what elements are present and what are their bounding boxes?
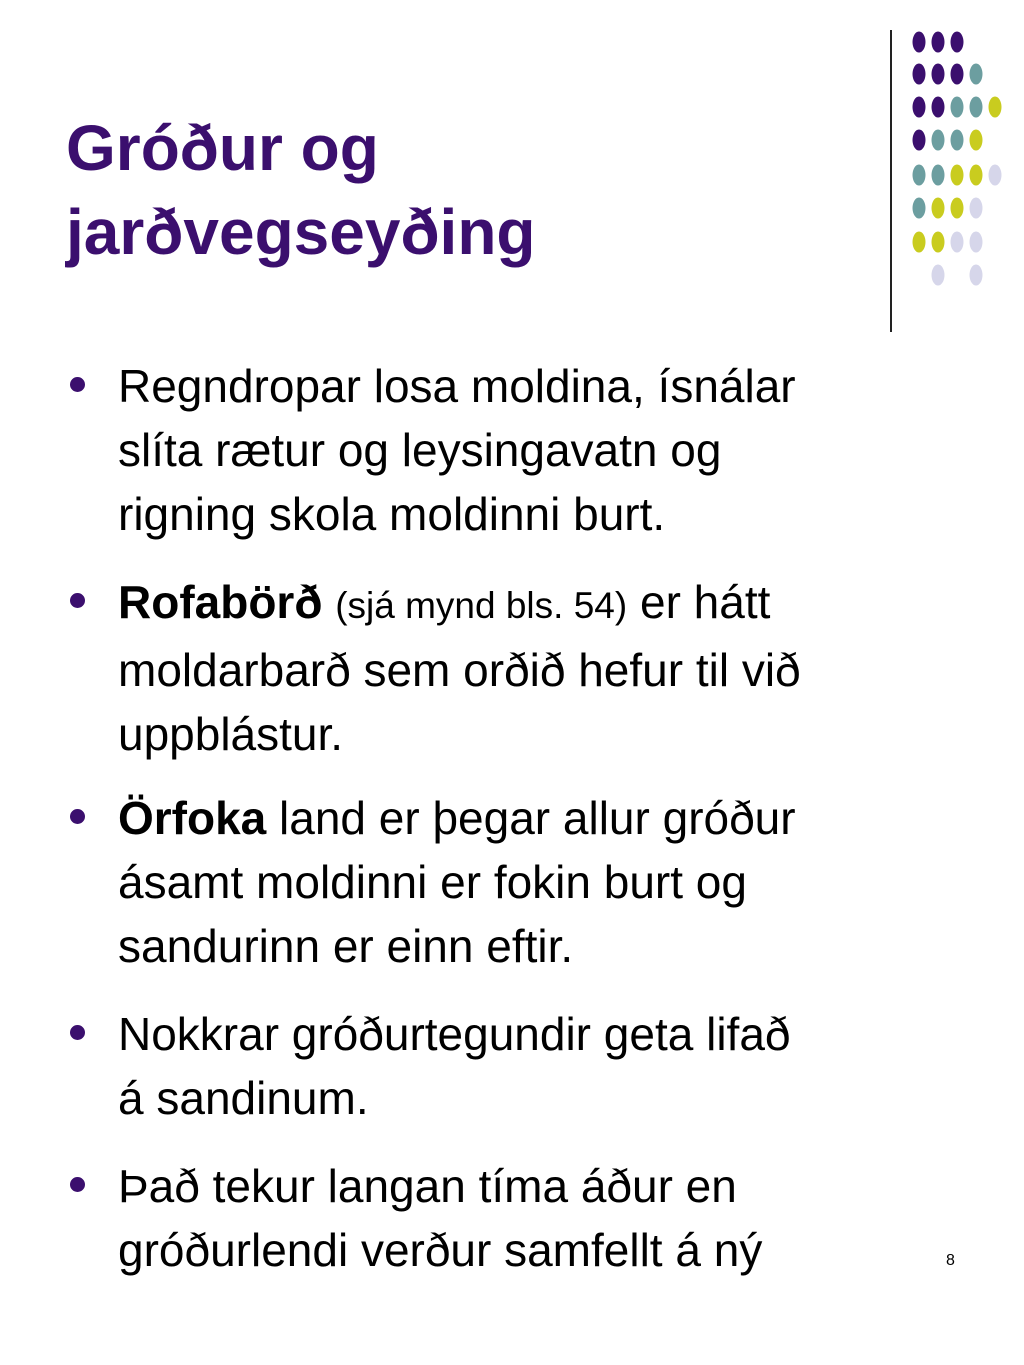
decorative-dot xyxy=(913,198,926,219)
decorative-dot xyxy=(913,97,926,118)
bullet-item-4 xyxy=(118,1002,988,1130)
bullet-5-line-1: Það tekur langan tíma áður en xyxy=(118,1160,737,1212)
decorative-dot xyxy=(951,64,964,85)
decorative-dot xyxy=(913,130,926,151)
bullet-2-term: Rofabörð xyxy=(118,576,323,628)
bullet-3-line-1-rest: land er þegar allur gróður xyxy=(279,792,796,844)
bullet-dot-icon xyxy=(70,377,85,392)
bullet-1-line-2: slíta rætur og leysingavatn og xyxy=(118,424,722,476)
decorative-dot xyxy=(989,165,1002,186)
bullet-3-line-1 xyxy=(118,786,988,850)
bullet-1-line-3: rigning skola moldinni burt. xyxy=(118,488,666,540)
decorative-dot xyxy=(913,32,926,53)
decorative-dot xyxy=(932,198,945,219)
bullet-2-line-1 xyxy=(118,570,988,638)
decorative-dot xyxy=(913,165,926,186)
bullet-2-line-1-rest: er hátt xyxy=(639,576,771,628)
decorative-dot xyxy=(932,130,945,151)
decorative-dot xyxy=(932,97,945,118)
decorative-dot xyxy=(970,198,983,219)
decorative-dot xyxy=(970,97,983,118)
decorative-dot xyxy=(951,165,964,186)
decorative-dot xyxy=(913,64,926,85)
bullet-3-line-3: sandurinn er einn eftir. xyxy=(118,920,574,972)
decorative-dot xyxy=(932,265,945,286)
decorative-dot xyxy=(951,232,964,253)
decorative-dot xyxy=(932,232,945,253)
bullet-2-line-3: uppblástur. xyxy=(118,708,344,760)
bullet-1-line-1: Regndropar losa moldina, ísnálar xyxy=(118,360,796,412)
decorative-dot xyxy=(932,165,945,186)
decorative-dot xyxy=(951,97,964,118)
slide-title xyxy=(66,106,846,274)
decorative-dot xyxy=(989,97,1002,118)
bullet-2-reference: (sjá mynd bls. 54) xyxy=(335,585,628,626)
bullet-dot-icon xyxy=(70,809,85,824)
decorative-dot xyxy=(970,130,983,151)
decorative-dot xyxy=(951,32,964,53)
decorative-dot xyxy=(970,165,983,186)
bullet-2-line-2: moldarbarð sem orðið hefur til við xyxy=(118,644,801,696)
decorative-dot xyxy=(951,198,964,219)
decorative-dot xyxy=(970,265,983,286)
bullet-item-5 xyxy=(118,1154,988,1282)
page-number: 8 xyxy=(946,1252,955,1269)
bullet-item-3 xyxy=(118,786,988,978)
decorative-dot xyxy=(970,232,983,253)
bullet-dot-icon xyxy=(70,593,85,608)
bullet-4-line-2: á sandinum. xyxy=(118,1072,369,1124)
bullet-dot-icon xyxy=(70,1177,85,1192)
vertical-divider xyxy=(890,30,892,332)
slide-title-line-1: Gróður og xyxy=(66,112,379,184)
bullet-item-2 xyxy=(118,570,988,766)
bullet-dot-icon xyxy=(70,1025,85,1040)
decorative-dot xyxy=(951,130,964,151)
bullet-3-term: Örfoka xyxy=(118,792,267,844)
bullet-4-line-1: Nokkrar gróðurtegundir geta lifað xyxy=(118,1008,791,1060)
decorative-dot xyxy=(932,64,945,85)
bullet-5-line-2: gróðurlendi verður samfellt á ný xyxy=(118,1224,763,1276)
bullet-item-1 xyxy=(118,354,988,546)
decorative-dot xyxy=(970,64,983,85)
decorative-dot xyxy=(913,232,926,253)
decorative-dot xyxy=(932,32,945,53)
bullet-3-line-2: ásamt moldinni er fokin burt og xyxy=(118,856,747,908)
slide-title-line-2: jarðvegseyðing xyxy=(66,196,536,268)
